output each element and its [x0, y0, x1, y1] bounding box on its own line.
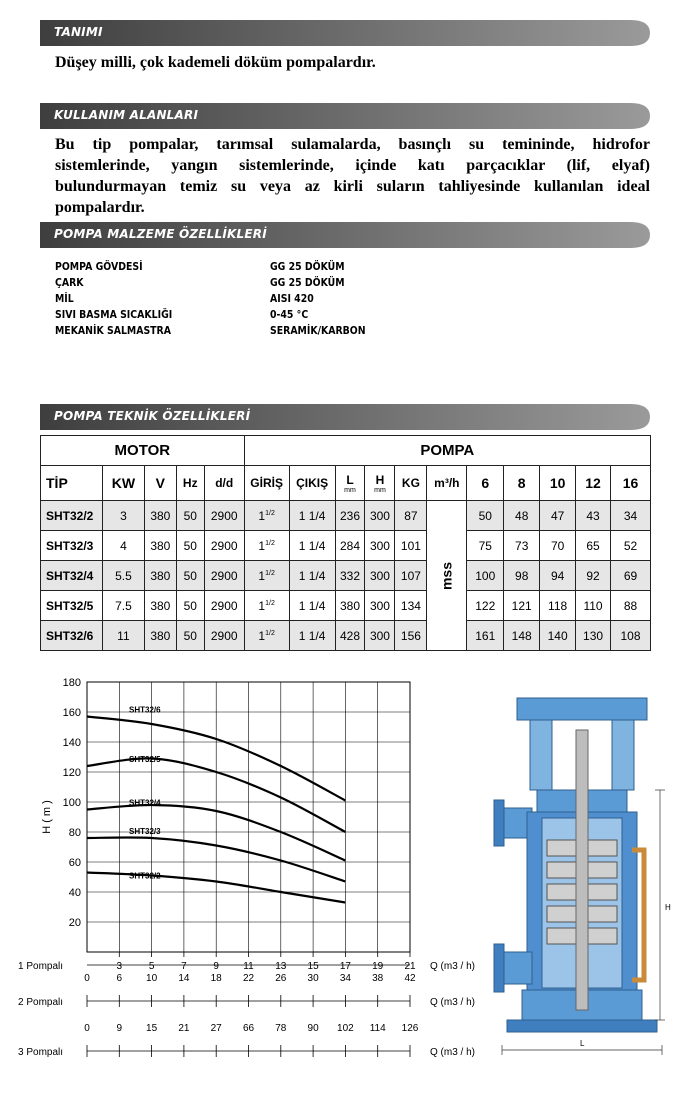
cell-head-value: 73	[504, 531, 540, 561]
inlet-whole: 1	[258, 628, 266, 643]
section-title: TANIMI	[54, 25, 103, 39]
header-flow: 16	[611, 466, 651, 501]
cell-head-value: 34	[611, 501, 651, 531]
cell-dd: 2900	[204, 501, 244, 531]
cell-head-value: 108	[611, 621, 651, 651]
material-values	[270, 259, 366, 339]
header-m3h: m³/h	[427, 466, 467, 501]
flow-tick-label: 102	[337, 1023, 354, 1034]
cell-head-value: 121	[504, 591, 540, 621]
cell-head-value: 140	[540, 621, 576, 651]
flow-tick-label: 27	[210, 1023, 222, 1034]
cell-h: 300	[365, 621, 395, 651]
cell-kw: 5.5	[102, 561, 144, 591]
cell-hz: 50	[176, 531, 204, 561]
flow-axis-label: 1 Pompalı	[18, 961, 64, 972]
cell-v: 380	[144, 501, 176, 531]
flow-tick-label: 14	[178, 973, 190, 984]
flow-tick-label: 11	[243, 961, 254, 972]
flow-tick-label: 5	[148, 961, 155, 972]
cell-head-value: 100	[467, 561, 504, 591]
kullanim-line-4: pompalardır.	[55, 199, 145, 216]
material-label: SIVI BASMA SICAKLIĞI	[55, 308, 173, 321]
header-kg: KG	[395, 466, 427, 501]
cell-head-value: 48	[504, 501, 540, 531]
flow-tick-label: 42	[404, 973, 416, 984]
series-label: SHT32/2	[129, 871, 161, 881]
cell-h: 300	[365, 561, 395, 591]
cell-kw: 3	[102, 501, 144, 531]
series-label: SHT32/6	[129, 705, 161, 715]
y-tick-label: 20	[68, 917, 81, 929]
material-labels	[55, 259, 172, 339]
material-value: GG 25 DÖKÜM	[270, 260, 345, 273]
cell-head-value: 130	[576, 621, 611, 651]
flow-tick-label: 18	[210, 973, 222, 984]
cell-cikis: 1 1/4	[289, 591, 335, 621]
header-flow: 6	[467, 466, 504, 501]
flow-tick-label: 10	[146, 973, 158, 984]
inlet-whole: 1	[258, 598, 266, 613]
material-value: SERAMİK/KARBON	[270, 324, 366, 337]
material-label: MEKANİK SALMASTRA	[55, 324, 171, 337]
inlet-fraction: 1/2	[265, 599, 275, 607]
flow-tick-label: 6	[116, 973, 123, 984]
cell-giris	[244, 591, 289, 621]
banner-malzeme	[40, 222, 650, 248]
spec-table	[40, 435, 651, 651]
y-axis-label: H ( m )	[41, 800, 53, 834]
cell-head-value: 94	[540, 561, 576, 591]
header-l-unit: mm	[344, 486, 356, 494]
cell-kg: 87	[395, 501, 427, 531]
flow-axis-label: 2 Pompalı	[18, 997, 64, 1008]
cell-tip: SHT32/2	[41, 501, 103, 531]
cell-l: 428	[335, 621, 365, 651]
performance-chart	[0, 670, 480, 1104]
flow-tick-label: 13	[275, 961, 287, 972]
cell-v: 380	[144, 531, 176, 561]
header-kw: KW	[102, 466, 144, 501]
flow-tick-label: 90	[307, 1023, 319, 1034]
inlet-whole: 1	[258, 508, 266, 523]
inlet-whole: 1	[258, 538, 266, 553]
material-label: POMPA GÖVDESİ	[55, 260, 143, 273]
header-l-text: L	[346, 472, 354, 487]
cell-l: 332	[335, 561, 365, 591]
flow-tick-label: 126	[401, 1023, 419, 1034]
cell-head-value: 110	[576, 591, 611, 621]
cell-kw: 4	[102, 531, 144, 561]
y-tick-label: 60	[68, 857, 81, 869]
flow-tick-label: 15	[146, 1023, 158, 1034]
cell-hz: 50	[176, 501, 204, 531]
cell-cikis: 1 1/4	[289, 621, 335, 651]
cell-dd: 2900	[204, 531, 244, 561]
cell-dd: 2900	[204, 621, 244, 651]
cell-tip: SHT32/5	[41, 591, 103, 621]
cell-hz: 50	[176, 561, 204, 591]
cell-giris	[244, 531, 289, 561]
cell-l: 284	[335, 531, 365, 561]
banner-teknik	[40, 404, 650, 430]
material-label: MİL	[55, 292, 74, 305]
cell-head-value: 65	[576, 531, 611, 561]
table-row	[41, 531, 651, 561]
header-hz: Hz	[176, 466, 204, 501]
cell-kg: 134	[395, 591, 427, 621]
header-h-unit: mm	[374, 486, 386, 494]
y-tick-label: 120	[62, 767, 81, 779]
kullanim-line-3: bulundurmayan temiz su veya az kirli suların tahliyesinde kullanılan ideal	[55, 178, 650, 195]
cell-head-value: 118	[540, 591, 576, 621]
header-tip: TİP	[41, 466, 103, 501]
cell-dd: 2900	[204, 591, 244, 621]
y-tick-label: 40	[68, 887, 81, 899]
section-title: POMPA MALZEME ÖZELLİKLERİ	[54, 227, 267, 241]
y-tick-label: 160	[62, 707, 81, 719]
group-motor: MOTOR	[41, 436, 245, 466]
cell-kw: 11	[102, 621, 144, 651]
material-label: ÇARK	[55, 276, 84, 289]
flow-tick-label: 21	[178, 1023, 190, 1034]
cell-cikis: 1 1/4	[289, 531, 335, 561]
table-row	[41, 561, 651, 591]
cell-hz: 50	[176, 621, 204, 651]
q-unit-label: Q (m3 / h)	[430, 961, 476, 972]
flow-tick-label: 114	[369, 1023, 386, 1034]
flow-tick-label: 78	[275, 1023, 287, 1034]
cell-head-value: 50	[467, 501, 504, 531]
inlet-fraction: 1/2	[265, 539, 275, 547]
pump-cross-section-drawing	[482, 690, 687, 1065]
cell-cikis: 1 1/4	[289, 561, 335, 591]
cell-head-value: 52	[611, 531, 651, 561]
cell-tip: SHT32/4	[41, 561, 103, 591]
flow-tick-label: 7	[181, 961, 187, 972]
material-value: AISI 420	[270, 292, 314, 305]
banner-shape	[40, 20, 650, 46]
tanimi-text: Düşey milli, çok kademeli döküm pompalardır.	[55, 54, 376, 71]
cell-kg: 156	[395, 621, 427, 651]
cell-head-value: 47	[540, 501, 576, 531]
y-tick-label: 140	[62, 737, 81, 749]
cell-head-value: 69	[611, 561, 651, 591]
kullanim-line-2: sistemlerinde, yangın sistemlerinde, içinde katı parçacıklar (lif, elyaf)	[55, 157, 650, 174]
dimension-l-label: L	[580, 1039, 585, 1048]
cell-tip: SHT32/3	[41, 531, 103, 561]
flow-tick-label: 21	[404, 961, 416, 972]
cell-giris	[244, 621, 289, 651]
header-flow: 12	[576, 466, 611, 501]
header-flow: 10	[540, 466, 576, 501]
flow-tick-label: 30	[307, 973, 319, 984]
cell-h: 300	[365, 501, 395, 531]
inlet-fraction: 1/2	[265, 629, 275, 637]
table-row	[41, 591, 651, 621]
cell-head-value: 88	[611, 591, 651, 621]
cell-v: 380	[144, 561, 176, 591]
q-unit-label: Q (m3 / h)	[430, 1047, 476, 1058]
header-h-text: H	[375, 472, 385, 487]
flow-tick-label: 3	[116, 961, 123, 972]
y-tick-label: 80	[68, 827, 81, 839]
cell-head-value: 161	[467, 621, 504, 651]
y-tick-label: 180	[62, 677, 81, 689]
cell-head-value: 70	[540, 531, 576, 561]
flow-tick-label: 19	[372, 961, 384, 972]
cell-head-value: 148	[504, 621, 540, 651]
cell-h: 300	[365, 591, 395, 621]
flow-tick-label: 9	[116, 1023, 123, 1034]
cell-head-value: 122	[467, 591, 504, 621]
flow-tick-label: 66	[242, 1023, 255, 1034]
cell-kg: 107	[395, 561, 427, 591]
cell-l: 236	[335, 501, 365, 531]
kullanim-line-1: Bu tip pompalar, tarımsal sulamalarda, basınçlı su temininde, hidrofor	[55, 136, 650, 153]
q-unit-label: Q (m3 / h)	[430, 997, 476, 1008]
dimension-h-label: H	[665, 903, 671, 912]
banner-kullanim	[40, 103, 650, 129]
material-value: 0-45 °C	[270, 308, 309, 321]
header-l	[335, 466, 365, 501]
flow-tick-label: 0	[84, 973, 90, 984]
section-title: KULLANIM ALANLARI	[54, 108, 199, 122]
series-label: SHT32/3	[129, 827, 161, 836]
inlet-whole: 1	[258, 568, 266, 583]
kullanim-text	[55, 134, 650, 218]
unit-mss-text: mss	[438, 561, 455, 590]
cell-cikis: 1 1/4	[289, 501, 335, 531]
cell-dd: 2900	[204, 561, 244, 591]
material-value: GG 25 DÖKÜM	[270, 276, 345, 289]
group-pompa: POMPA	[244, 436, 650, 466]
header-h	[365, 466, 395, 501]
cell-head-value: 43	[576, 501, 611, 531]
inlet-fraction: 1/2	[265, 569, 275, 577]
banner-tanimi	[40, 20, 650, 46]
cell-h: 300	[365, 531, 395, 561]
cell-l: 380	[335, 591, 365, 621]
section-title: POMPA TEKNİK ÖZELLİKLERİ	[54, 409, 251, 423]
flow-axis-label: 3 Pompalı	[18, 1047, 64, 1058]
flow-tick-label: 34	[339, 973, 351, 984]
table-row	[41, 621, 651, 651]
header-v: V	[144, 466, 176, 501]
table-row	[41, 501, 651, 531]
header-flow: 8	[504, 466, 540, 501]
flow-tick-label: 22	[242, 973, 255, 984]
header-dd: d/d	[204, 466, 244, 501]
unit-mss	[427, 501, 467, 651]
header-giris: GİRİŞ	[244, 466, 289, 501]
flow-tick-label: 0	[84, 1023, 90, 1034]
flow-tick-label: 15	[307, 961, 319, 972]
cell-giris	[244, 501, 289, 531]
y-tick-label: 100	[62, 797, 81, 809]
cell-v: 380	[144, 591, 176, 621]
cell-head-value: 92	[576, 561, 611, 591]
cell-kw: 7.5	[102, 591, 144, 621]
cell-head-value: 75	[467, 531, 504, 561]
cell-hz: 50	[176, 591, 204, 621]
cell-giris	[244, 561, 289, 591]
flow-tick-label: 38	[372, 973, 384, 984]
cell-kg: 101	[395, 531, 427, 561]
series-label: SHT32/4	[129, 798, 161, 808]
series-label: SHT32/5	[129, 755, 161, 764]
pump-shaft	[576, 730, 588, 1010]
cell-tip: SHT32/6	[41, 621, 103, 651]
cell-head-value: 98	[504, 561, 540, 591]
header-cikis: ÇIKIŞ	[289, 466, 335, 501]
flow-tick-label: 9	[213, 961, 219, 972]
cell-v: 380	[144, 621, 176, 651]
inlet-fraction: 1/2	[265, 509, 275, 517]
flow-tick-label: 26	[275, 973, 287, 984]
flow-tick-label: 17	[339, 961, 351, 972]
